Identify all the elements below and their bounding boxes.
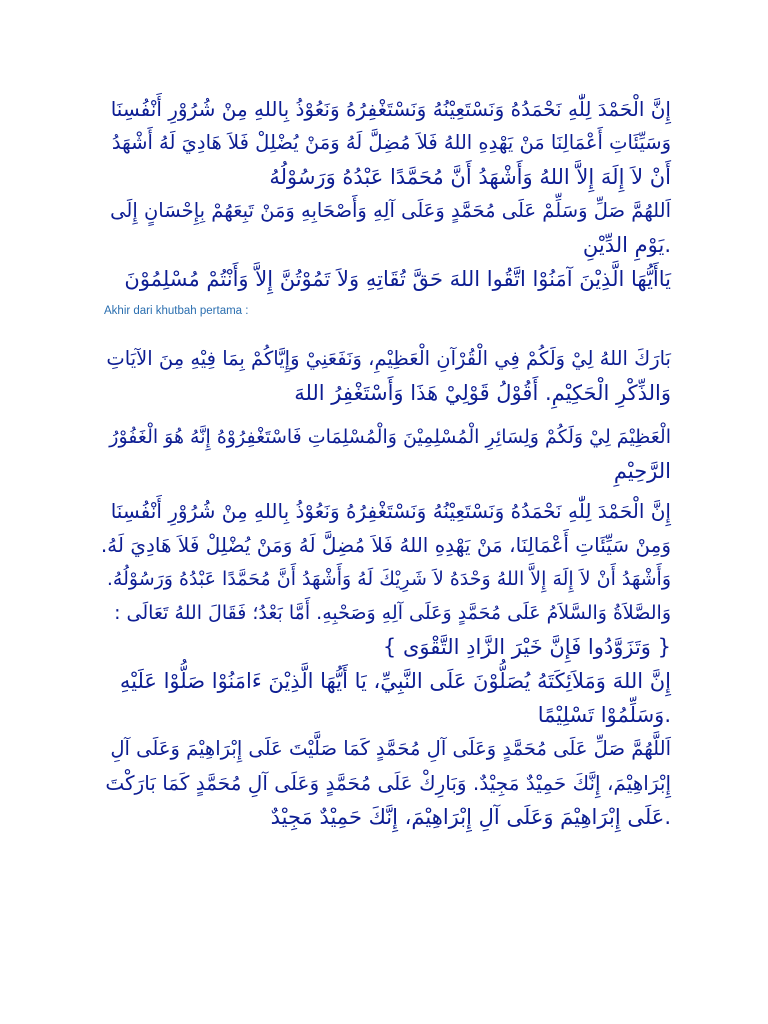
arabic-text-line: بَارَكَ اللهُ لِيْ وَلَكُمْ فِي الْقُرْآنِ الْعَظِيْمِ، وَنَفَعَنِيْ وَإِيَّاكُمْ بِمَا فِيْهِ مِنَ الآيَاتِ — [106, 347, 671, 370]
arabic-text-line: اَللَّهُمَّ صَلِّ عَلَى مُحَمَّدٍ وَعَلَى آلِ مُحَمَّدٍ كَمَا صَلَّيْتَ عَلَى إِبْرَاهِيْمَ وَعَلَى آلِ — [110, 737, 671, 760]
arabic-text-line: الْعَظِيْمَ لِيْ وَلَكُمْ وَلِسَائِرِ الْمُسْلِمِيْنَ وَالْمُسْلِمَاتِ فَاسْتَغْفِرُوْهُ إِنَّهُ هُوَ الْغَفُوْرُ — [109, 426, 671, 448]
arabic-text-line: إِبْرَاهِيْمَ، إِنَّكَ حَمِيْدٌ مَجِيْدٌ. وَبَارِكْ عَلَى مُحَمَّدٍ وَعَلَى آلِ مُحَمَّدٍ كَمَا بَارَكْتَ — [105, 771, 671, 795]
arabic-text-line: وَمِنْ سَيِّئَاتِ أَعْمَالِنَا، مَنْ يَهْدِهِ اللهُ فَلاَ مُضِلَّ لَهُ وَمَنْ يُضْلِلْ فَلاَ هَادِيَ لَهُ. — [100, 533, 671, 557]
second-khutbah-block — [100, 494, 671, 834]
arabic-text-line: .عَلَى إِبْرَاهِيْمَ وَعَلَى آلِ إِبْرَاهِيْمَ، إِنَّكَ حَمِيْدٌ مَجِيْدٌ — [270, 805, 671, 829]
arabic-text-line: الرَّحِيْمِ — [613, 459, 671, 483]
arabic-text-line: وَالذِّكْرِ الْحَكِيْمِ. أَقُوْلُ قَوْلِيْ هَذَا وَأَسْتَغْفِرُ اللهَ — [294, 381, 671, 405]
arabic-text-line: أَنْ لاَ إِلَهَ إِلاَّ اللهُ وَأَشْهَدُ أَنَّ مُحَمَّدًا عَبْدُهُ وَرَسُوْلُهُ — [269, 165, 671, 189]
arabic-text-line: { وَتَزَوَّدُوا فَإِنَّ خَيْرَ الزَّادِ التَّقْوَى } — [382, 635, 671, 659]
khutbah-closing-block-2 — [100, 420, 671, 488]
arabic-text-line: اَللهُمَّ صَلِّ وَسَلِّمْ عَلَى مُحَمَّدٍ وَعَلَى آلِهِ وَأَصْحَابِهِ وَمَنْ تَبِعَهُمْ بِإِحْسَانٍ إِلَى — [110, 199, 671, 222]
arabic-text-line: يَاأَيُّهَا الَّذِيْنَ آمَنُوْا اتَّقُوا اللهَ حَقَّ تُقَاتِهِ وَلاَ تَمُوْتُنَّ إِلاَّ وَأَنْتُمْ مُسْلِمُوْنَ — [124, 267, 671, 291]
arabic-text-line: إِنَّ الْحَمْدَ لِلّٰهِ نَحْمَدُهُ وَنَسْتَعِيْنُهُ وَنَسْتَغْفِرُهُ وَنَعُوْذُ بِاللهِ مِنْ شُرُوْرِ أَنْفُسِنَا — [110, 97, 671, 121]
arabic-text-line: وَسَيِّئَاتِ أَعْمَالِنَا مَنْ يَهْدِهِ اللهُ فَلاَ مُضِلَّ لَهُ وَمَنْ يُضْلِلْ فَلاَ هَادِيَ لَهُ أَشْهَدُ — [111, 131, 671, 154]
khutbah-closing-block-1 — [100, 342, 671, 410]
arabic-text-line: .يَوْمِ الدِّيْنِ — [582, 233, 671, 257]
arabic-text-line: وَالصَّلاَةُ وَالسَّلاَمُ عَلَى مُحَمَّدٍ وَعَلَى آلِهِ وَصَحْبِهِ. أَمَّا بَعْدُ؛ فَقَالَ اللهُ تَعَالَى : — [114, 602, 671, 624]
khutbah-opening-block — [100, 92, 671, 296]
arabic-text-line: إِنَّ اللهَ وَمَلاَئِكَتَهُ يُصَلُّوْنَ عَلَى النَّبِيِّ، يَا أَيُّهَا الَّذِيْنَ ءَامَنُوْا صَلُّوْا عَلَيْهِ — [119, 669, 671, 693]
arabic-text-line: إِنَّ الْحَمْدَ لِلّٰهِ نَحْمَدُهُ وَنَسْتَعِيْنُهُ وَنَسْتَغْفِرُهُ وَنَعُوْذُ بِاللهِ مِنْ شُرُوْرِ أَنْفُسِنَا — [110, 499, 671, 523]
arabic-text-line: وَأَشْهَدُ أَنْ لاَ إِلَهَ إِلاَّ اللهُ وَحْدَهُ لاَ شَرِيْكَ لَهُ وَأَشْهَدُ أَنَّ مُحَمَّدًا عَبْدُهُ وَرَسُوْلُهُ. — [106, 568, 671, 590]
arabic-text-line: .وَسَلِّمُوْا تَسْلِيْمًا — [537, 703, 671, 727]
section-caption: Akhir dari khutbah pertama : — [104, 305, 249, 317]
